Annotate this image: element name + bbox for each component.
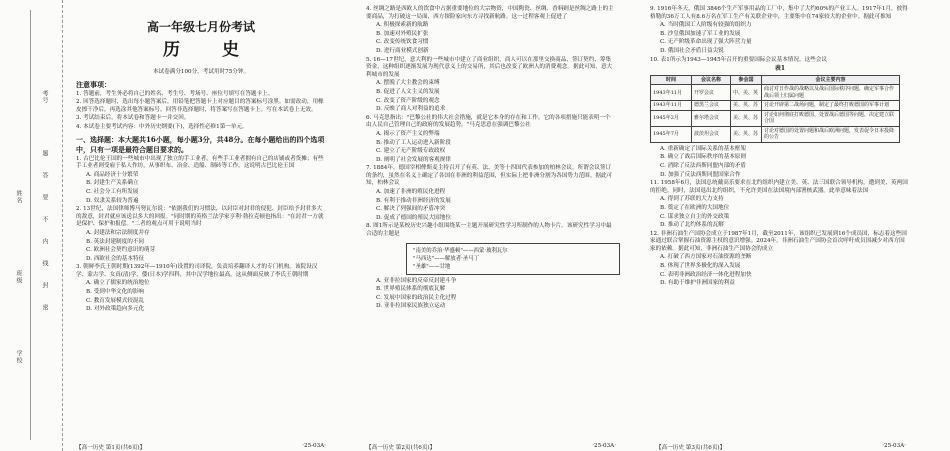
figure-1-card [406,243,620,275]
question-option: D. 进行商业模式创新 [376,47,429,54]
question-option: D. 亚非拉国家民族独立运动 [376,303,446,310]
question-option: B. 推动了工人运动进入新阶段 [376,139,451,146]
question-option: D. 推动了北约体系的瓦解 [660,222,724,229]
question-option: B. 受到中华文化的影响 [86,289,145,296]
question-stem: 8. 图1所示是某校历史兴趣小组围绕某一主题开展研究性学习所制作的人物卡片。该研究性学习中最合适的主题是 [366,223,612,238]
exam-subject: 历 史 [163,40,257,60]
question-option: C. 改变了资产阶级的观念 [376,97,440,104]
question-option: D. 阐明了社会发展的客观规律 [376,156,451,163]
binding-label-8: 密 [41,304,48,311]
table-cell: 讨论对德国的处置问题和战后欧洲问题，发表促令日本投降的公告 [762,126,900,142]
question-option: D. 对外政策趋向多元化 [86,306,145,313]
question-option: B. 有利于推动非洲经济的发展 [376,197,451,204]
question-option: A. 揭示了资产主义的弊端 [376,130,440,137]
card-line: "圣雄"——甘地 [413,263,451,270]
table-header: 时间 [651,75,692,85]
binding-label-1: 题 [41,150,48,157]
table-row [651,101,900,111]
question-stem: 11. 1958年6月，法国总统戴高乐要求在北约组织内建立美、英、法三国联合领导机构，遭到美、英两国的拒绝。同时，法国退出北约组织，不允许美国在法国境内部署核武器。此举意味着法国 [650,180,908,194]
question-option: A. 积极探索新的航路 [376,22,429,29]
question-option: A. 加速了非洲的殖民化进程 [376,189,446,196]
footer-code: ·25-03A· [882,443,906,449]
question-stem: 2. 13世纪，法国律师博马努瓦尔说："依据我们的习惯法，以封臣对封君的侵犯、封臣给予封君多大的敌意，封君就应该送以多大的回报。"同时期的英格兰法学家亨利·勃拉克顿也指出："在封君一方就是保护、保护和报偿。"二者的观点可用于说明当时 [76,206,324,228]
binding-label-5: 内 [41,238,48,245]
binding-label-name: 姓名 [15,190,22,204]
table-row [651,126,900,142]
table-header: 会议名称 [692,75,731,85]
question-option: B. 奠定了在欧洲的大国地位 [660,204,730,211]
binding-label-2: 答 [41,172,48,179]
footer-page-number: 【高一历史 第3页(共6页)】 [656,445,726,451]
card-line: "南美的乔治·华盛顿"——西蒙·玻利瓦尔 [413,247,508,254]
conference-table [650,75,900,143]
question-option: D. 俄国社会矛盾日益尖锐 [660,47,724,54]
question-option: A. 封建法和宗法制度并存 [86,229,150,236]
question-option: B. 世界殖民体系的彻底瓦解 [376,286,446,293]
table-cell: 1943年11月 [651,101,692,111]
question-option: C. 解决了列强间的矛盾冲突 [376,206,446,213]
table-cell: 1943年11月 [651,85,692,101]
binding-line [30,10,31,440]
binding-label-class: 班级 [15,270,22,284]
question-option: D. 反映了商人对利益的追求 [376,106,446,113]
question-option: C. 无产阶级革命出现了强大阵营力量 [660,39,752,46]
table-cell: 讨论如何彻底打败德国、处置战后德国等问题，决定建立联合国 [762,110,900,126]
question-stem: 1. 古巴比伦王国的一些城市中出现了独立的手工业者，有些手工业者拥有自己的店铺或者货摊；有些手工业者则受雇于私人作坊，从事织布、冶金、造船、制砖等工作。这说明古巴比伦王国 [76,155,324,170]
table-header-row [651,75,900,85]
question-stem: 10. 表1所示为1943—1945年召开的重要国际会议基本情况。这些会议 [650,56,827,63]
question-stem: 9. 1916年冬天，俄国 3846个生产军事用品的工厂中，集中了大约60%的产业工人。1917年1月，彼得格勒的36万工人有8.6万名在军工生产有关联企业中，主要集中在74家较大的企业中。据此可推知 [650,6,908,20]
binding-label-7: 封 [41,282,48,289]
binding-label-school: 学校 [15,350,22,364]
question-option: D. 奴隶关系较为普遍 [86,197,139,204]
question-option: A. 亚非拉国家的反帝反封建斗争 [376,277,457,284]
table-cell: 波茨坦会议 [692,126,731,142]
page-3 [650,6,910,289]
note-item: 2. 回答选择题时，选出每小题答案后，用铅笔把答题卡上对应题目的答案标号涂黑。如需改动，用橡皮擦干净后，再选涂其他答案标号。回答非选择题时，将答案写在答题卡上。写在本试卷上无效。 [76,99,324,113]
binding-label-3: 要 [41,194,48,201]
page-2 [366,6,616,312]
card-line: "马西达"——解放者·圣马丁 [413,255,479,262]
question-stem: 6. 马克思指出："巴黎公社的伟大社会措施，就是它本身的存在和工作。它的各项措施只能表明一个由人民自己管理自己的政府的发展趋势。"马克思意在强调巴黎公社 [366,114,611,129]
question-stem: 4. 丝绸之路是西欧人的饮食中占据重要地位的大宗物资，中国陶瓷、丝绸、香料则是丝绸之路上的主要商品，为打破这一局面，西方探险家向东方寻找新航路。这一过程客观上促进了 [366,6,614,20]
question-option: C. 建立了无产阶级专政政权 [376,148,446,155]
question-option: D. 加强了反法西斯同盟国家合作 [660,171,741,178]
note-item: 4. 本试卷主要考试内容：中外历史纲要(下)，选择性必修1第一单元。 [76,123,248,130]
question-stem: 5. 16—17世纪，意大利的一些城市中建立了商业组织，商人可以在那里交换商品、签订契约、筹集资金，这种组织逐渐发展为现代意义上的交易所，其后也改变了欧洲人的消费观念。据此可知，意大利城市的发展 [366,56,613,78]
question-option: D. 促成了德国的殖民大国地位 [376,214,451,221]
binding-label-exam-number: 考号 [41,90,48,104]
table-cell: 讨论开辟第二战场问题，制定了最终打败德国的军事计划 [762,101,900,111]
table-cell: 1945年7月 [651,126,692,142]
score-note: 本试卷满分100分，考试用时75分钟。 [152,69,250,75]
question-option: B. 加速对外殖民扩张 [376,30,429,37]
note-item: 1. 答题前，考生务必将自己的姓名、考生号、考场号、座位号填写在答题卡上。 [76,90,274,97]
footer-code: ·25-03A· [592,443,616,449]
table-caption: 表1 [774,65,786,73]
question-option: C. 谋求独立自主的外交政策 [660,213,730,220]
exam-title: 高一年级七月份考试 [146,20,255,34]
table-header: 会议主要内容 [762,75,900,85]
footer-page-number: 【高一历史 第1页(共6页)】 [76,445,146,451]
table-cell: 中、美、英 [731,85,762,101]
question-option: C. 教育发展模式较混乱 [86,297,144,304]
table-cell: 美、英、苏 [731,101,762,111]
question-option: B. 体现了世界多极化的深入发展 [660,263,741,270]
table-cell: 雅尔塔会议 [692,110,731,126]
question-option: D. 有助于维护非洲国家的利益 [660,280,735,287]
table-row [651,110,900,126]
question-option: C. 社会分工有所发展 [86,188,139,195]
question-option: B. 英法封建制度的不同 [86,238,145,245]
page-1 [76,6,326,315]
table-cell: 开罗会议 [692,85,731,101]
question-stem: 12. 非洲石油生产国协会成立于1987年1月，截至2011年，该组织已发展到16个成员国，标志着这些国家通过联合掌握石油资源主权的意识增强。2024年，非洲石油生产国协会首次呼吁成员国减少对西方国家的依赖。据此可知，非洲石油生产国协会的成立 [650,230,907,252]
question-option: A. 摆脱了大主教会的束缚 [376,80,440,87]
table-header: 参会国 [731,75,762,85]
question-option: A. 当时俄国工人阶级有较强的组织力 [660,22,752,29]
note-item: 3. 考试结束后，将本试卷和答题卡一并交回。 [76,115,190,122]
question-option: B. 确立了战后国际秩序的基本原则 [660,154,746,161]
question-option: B. 封建生产关系确立 [86,180,139,187]
question-option: A. 商品经济十分繁荣 [86,171,139,178]
question-option: C. 表明非洲政治经济一体化进程加快 [660,271,752,278]
footer-page-number: 【高一历史 第2页(共6页)】 [366,445,436,451]
question-option: C. 欧洲社会契约意识的萌芽 [86,247,156,254]
binding-label-6: 线 [41,260,48,267]
section-heading: 一、选择题：本大题共16小题，每小题3分，共48分。在每小题给出的四个选项中，只有一项是最符合题目要求的。 [76,134,325,154]
binding-label-4: 不 [41,216,48,223]
question-stem: 3. 朝鲜李氏王朝时期(1392年—1910年)设置的司译院，负责培养翻译人才的专门机构。该院设汉学、蒙古学、女真(清)学、倭(日本)学四科，其中汉学地位最高。这从侧面反映了李氏王朝时期 [76,264,318,278]
table-cell: 美、英、苏 [731,126,762,142]
question-option: A. 得到了苏联的大力支持 [660,196,724,203]
table-cell: 德黑兰会议 [692,101,731,111]
question-option: C. 发展中国家的政治民主化过程 [376,294,457,301]
question-option: C. 消除了反法西斯同盟内部的矛盾 [660,162,746,169]
question-option: C. 改变传统饮食习惯 [376,39,429,46]
table-cell: 商讨对日作战的战略以及战后国际秩序问题，确定军事合作战后领土归属问题 [762,85,900,101]
question-option: D. 西欧社会的基本特征 [86,255,145,262]
footer-code: ·25-03A· [302,443,326,449]
question-stem: 7. 1884年，德国宰相俾斯麦主持召开了有英、法、美等十四国代表参加的柏林会议。所谓会议签订的条约，虽然在名义上确定了各国在非洲的利益范围，但实际上把非洲分割为各国势力范围。据此可知，柏林会议 [366,165,613,187]
question-option: A. 确立了儒家的统治地位 [86,280,150,287]
table-cell: 1945年2月 [651,110,692,126]
question-option: B. 沙皇俄国加速了军工业的发展 [660,30,741,37]
question-option: B. 促进了人文主义的发展 [376,88,440,95]
question-option: A. 重新确定了国际关系的基本框架 [660,145,746,152]
table-cell: 美、英、苏 [731,110,762,126]
table-row [651,85,900,101]
binding-strip [0,0,63,451]
question-option: A. 打破了西方国家对石油资源的垄断 [660,254,752,261]
notes-heading: 注意事项： [76,79,111,89]
